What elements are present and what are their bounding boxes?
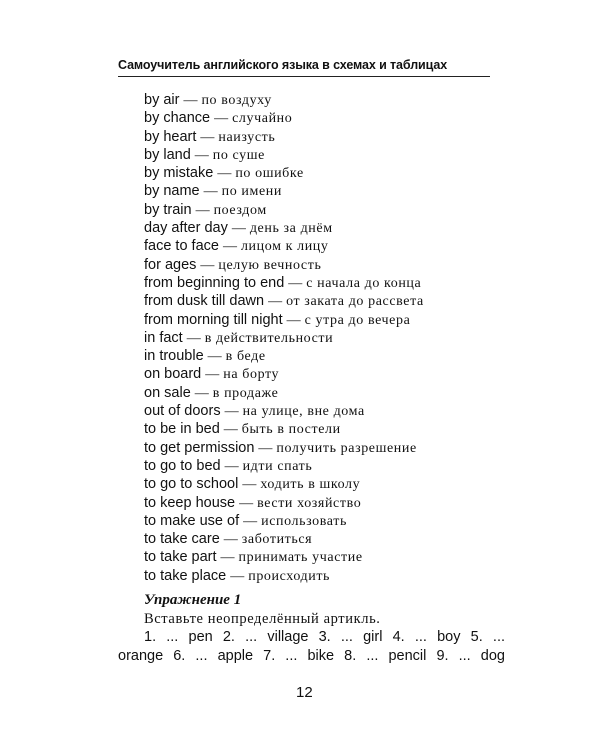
- phrase-russian: целую вечность: [218, 257, 322, 273]
- phrase-english: on board: [144, 366, 202, 383]
- phrase-english: in trouble: [144, 348, 204, 365]
- phrase-english: to go to school: [144, 476, 239, 493]
- phrase-russian: в беде: [225, 349, 266, 365]
- phrase-item: [144, 201, 424, 219]
- phrase-russian: в действительности: [204, 330, 334, 346]
- phrase-dash: —: [200, 129, 215, 145]
- phrase-dash: —: [207, 349, 222, 365]
- phrase-dash: —: [186, 330, 201, 346]
- phrase-english: by heart: [144, 128, 197, 145]
- phrase-russian: использовать: [261, 513, 347, 529]
- phrase-item: [144, 548, 424, 566]
- phrase-english: to go to bed: [144, 457, 221, 474]
- phrase-item: [144, 274, 424, 292]
- phrase-russian: ходить в школу: [260, 477, 361, 493]
- phrase-item: [144, 329, 424, 347]
- phrase-english: by land: [144, 146, 191, 163]
- phrase-dash: —: [194, 147, 209, 163]
- phrase-russian: день за днём: [249, 221, 333, 237]
- phrase-russian: получить разрешение: [276, 440, 417, 456]
- phrase-item: [144, 109, 424, 127]
- phrase-dash: —: [220, 550, 235, 566]
- phrase-dash: —: [286, 312, 301, 328]
- phrase-item: [144, 475, 424, 493]
- phrase-list: [144, 91, 424, 585]
- phrase-russian: в продаже: [212, 385, 279, 401]
- phrase-item: [144, 420, 424, 438]
- phrase-russian: вести хозяйство: [257, 495, 362, 511]
- phrase-russian: случайно: [232, 111, 293, 127]
- phrase-dash: —: [243, 513, 258, 529]
- phrase-item: [144, 439, 424, 457]
- phrase-dash: —: [223, 532, 238, 548]
- phrase-english: in fact: [144, 329, 183, 346]
- phrase-dash: —: [195, 202, 210, 218]
- phrase-english: by chance: [144, 110, 211, 127]
- phrase-russian: по ошибке: [235, 166, 304, 182]
- phrase-english: by name: [144, 183, 200, 200]
- phrase-dash: —: [288, 275, 303, 291]
- phrase-dash: —: [205, 367, 220, 383]
- phrase-item: [144, 457, 424, 475]
- phrase-dash: —: [214, 111, 229, 127]
- running-head: Самоучитель английского языка в схемах и таблицах: [118, 58, 448, 72]
- phrase-english: to make use of: [144, 512, 240, 529]
- phrase-dash: —: [230, 568, 245, 584]
- phrase-dash: —: [268, 294, 283, 310]
- phrase-russian: идти спать: [242, 458, 313, 474]
- phrase-russian: по имени: [221, 184, 282, 200]
- page-number: 12: [296, 684, 313, 701]
- phrase-english: to take care: [144, 531, 220, 548]
- phrase-dash: —: [224, 404, 239, 420]
- phrase-english: from morning till night: [144, 311, 283, 328]
- phrase-russian: наизусть: [218, 129, 276, 145]
- phrase-english: by air: [144, 92, 180, 108]
- phrase-item: [144, 567, 424, 585]
- phrase-item: [144, 292, 424, 310]
- phrase-english: from beginning to end: [144, 274, 285, 291]
- phrase-dash: —: [194, 385, 209, 401]
- phrase-russian: с начала до конца: [306, 275, 422, 291]
- phrase-dash: —: [231, 221, 246, 237]
- phrase-russian: происходить: [248, 568, 331, 584]
- phrase-item: [144, 256, 424, 274]
- phrase-russian: по воздуху: [201, 93, 272, 108]
- phrase-english: out of doors: [144, 403, 221, 420]
- phrase-item: [144, 402, 424, 420]
- phrase-item: [144, 182, 424, 200]
- phrase-russian: по суше: [212, 147, 265, 163]
- header-rule: [118, 76, 490, 77]
- phrase-english: to take place: [144, 567, 227, 584]
- phrase-russian: поездом: [213, 202, 267, 218]
- phrase-dash: —: [239, 495, 254, 511]
- phrase-russian: на борту: [223, 367, 280, 383]
- phrase-russian: заботиться: [241, 532, 313, 548]
- phrase-russian: быть в постели: [241, 422, 341, 438]
- phrase-russian: принимать участие: [238, 550, 363, 566]
- phrase-item: [144, 311, 424, 329]
- exercise-instruction: Вставьте неопределённый артикль.: [144, 611, 381, 627]
- phrase-item: [144, 365, 424, 383]
- exercise-items-line-1: 1. ... pen 2. ... village 3. ... girl 4. ... boy 5. ...: [144, 629, 505, 645]
- exercise-items-line-2: orange 6. ... apple 7. ... bike 8. ... pencil 9. ... dog: [118, 648, 505, 664]
- phrase-item: [144, 91, 424, 109]
- phrase-english: to get permission: [144, 439, 255, 456]
- phrase-item: [144, 219, 424, 237]
- phrase-dash: —: [200, 257, 215, 273]
- phrase-dash: —: [224, 458, 239, 474]
- phrase-item: [144, 237, 424, 255]
- phrase-dash: —: [217, 166, 232, 182]
- phrase-russian: с утра до вечера: [304, 312, 411, 328]
- phrase-dash: —: [222, 239, 237, 255]
- phrase-russian: на улице, вне дома: [242, 404, 365, 420]
- exercise-title: Упражнение 1: [144, 592, 242, 608]
- phrase-item: [144, 164, 424, 182]
- phrase-dash: —: [223, 422, 238, 438]
- phrase-item: [144, 384, 424, 402]
- phrase-english: by mistake: [144, 165, 214, 182]
- phrase-english: from dusk till dawn: [144, 293, 265, 310]
- phrase-russian: лицом к лицу: [240, 239, 329, 255]
- phrase-item: [144, 146, 424, 164]
- phrase-english: day after day: [144, 220, 228, 237]
- phrase-dash: —: [258, 440, 273, 456]
- phrase-english: face to face: [144, 238, 219, 255]
- phrase-russian: от заката до рассвета: [286, 294, 424, 310]
- phrase-english: to take part: [144, 549, 217, 566]
- phrase-english: by train: [144, 201, 192, 218]
- phrase-english: to be in bed: [144, 421, 220, 438]
- phrase-dash: —: [183, 93, 198, 108]
- phrase-dash: —: [242, 477, 257, 493]
- phrase-item: [144, 530, 424, 548]
- phrase-dash: —: [203, 184, 218, 200]
- phrase-item: [144, 494, 424, 512]
- phrase-item: [144, 128, 424, 146]
- phrase-item: [144, 512, 424, 530]
- phrase-english: on sale: [144, 384, 191, 401]
- phrase-english: to keep house: [144, 494, 236, 511]
- phrase-item: [144, 347, 424, 365]
- phrase-english: for ages: [144, 256, 197, 273]
